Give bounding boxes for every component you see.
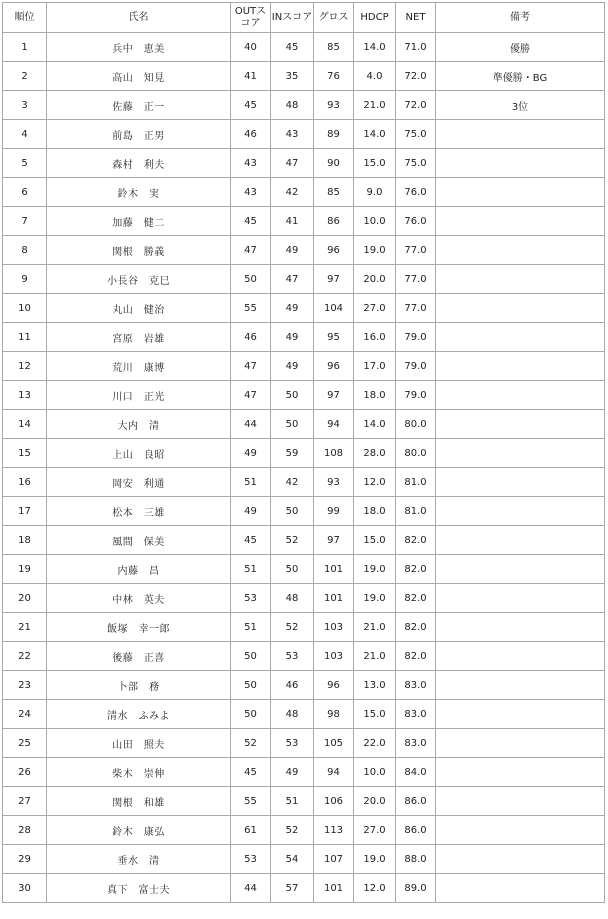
net-cell: 83.0 (396, 671, 436, 700)
table-row (3, 816, 605, 845)
out-score-cell: 49 (231, 497, 271, 526)
hdcp-cell: 21.0 (354, 613, 396, 642)
net-cell: 75.0 (396, 120, 436, 149)
table-row (3, 874, 605, 903)
rank-cell: 10 (3, 294, 47, 323)
name-cell: 山田 照夫 (47, 729, 231, 758)
hdcp-cell: 19.0 (354, 584, 396, 613)
in-score-cell: 47 (271, 149, 314, 178)
out-score-cell: 46 (231, 323, 271, 352)
in-score-cell: 49 (271, 294, 314, 323)
note-cell (436, 613, 605, 642)
note-cell (436, 294, 605, 323)
hdcp-cell: 9.0 (354, 178, 396, 207)
name-cell: 森村 利夫 (47, 149, 231, 178)
net-cell: 76.0 (396, 207, 436, 236)
out-score-cell: 52 (231, 729, 271, 758)
gross-cell: 85 (314, 178, 354, 207)
rank-cell: 5 (3, 149, 47, 178)
table-row (3, 62, 605, 91)
net-cell: 81.0 (396, 468, 436, 497)
table-header-row (3, 3, 605, 33)
hdcp-cell: 18.0 (354, 381, 396, 410)
name-cell: 柴木 崇伸 (47, 758, 231, 787)
net-cell: 76.0 (396, 178, 436, 207)
rank-cell: 12 (3, 352, 47, 381)
hdcp-cell: 13.0 (354, 671, 396, 700)
table-row (3, 468, 605, 497)
rank-cell: 29 (3, 845, 47, 874)
name-cell: 前島 正男 (47, 120, 231, 149)
net-cell: 82.0 (396, 613, 436, 642)
hdcp-cell: 21.0 (354, 642, 396, 671)
gross-cell: 76 (314, 62, 354, 91)
out-score-cell: 44 (231, 874, 271, 903)
rank-cell: 23 (3, 671, 47, 700)
table-body (3, 33, 605, 903)
note-cell (436, 120, 605, 149)
in-score-cell: 48 (271, 584, 314, 613)
name-cell: 飯塚 幸一郎 (47, 613, 231, 642)
rank-cell: 15 (3, 439, 47, 468)
hdcp-cell: 14.0 (354, 410, 396, 439)
in-score-cell: 49 (271, 236, 314, 265)
gross-cell: 97 (314, 265, 354, 294)
in-score-cell: 45 (271, 33, 314, 62)
net-cell: 89.0 (396, 874, 436, 903)
table-row (3, 439, 605, 468)
gross-cell: 93 (314, 91, 354, 120)
table-row (3, 352, 605, 381)
rank-cell: 14 (3, 410, 47, 439)
note-cell (436, 323, 605, 352)
table-row (3, 497, 605, 526)
net-cell: 83.0 (396, 700, 436, 729)
note-cell (436, 874, 605, 903)
hdcp-cell: 12.0 (354, 874, 396, 903)
table-row (3, 236, 605, 265)
out-score-cell: 50 (231, 265, 271, 294)
note-cell (436, 149, 605, 178)
name-cell: 風間 保美 (47, 526, 231, 555)
out-score-cell: 50 (231, 642, 271, 671)
name-cell: 松本 三雄 (47, 497, 231, 526)
name-cell: 荒川 康博 (47, 352, 231, 381)
in-score-cell: 46 (271, 671, 314, 700)
hdcp-cell: 14.0 (354, 33, 396, 62)
table-row (3, 845, 605, 874)
table-row (3, 149, 605, 178)
gross-cell: 108 (314, 439, 354, 468)
name-cell: 高山 知見 (47, 62, 231, 91)
out-score-cell: 47 (231, 352, 271, 381)
hdcp-cell: 21.0 (354, 91, 396, 120)
header-rank: 順位 (3, 3, 47, 33)
rank-cell: 13 (3, 381, 47, 410)
out-score-cell: 51 (231, 468, 271, 497)
note-cell (436, 642, 605, 671)
rank-cell: 19 (3, 555, 47, 584)
gross-cell: 105 (314, 729, 354, 758)
name-cell: 真下 富士夫 (47, 874, 231, 903)
table-row (3, 758, 605, 787)
in-score-cell: 53 (271, 729, 314, 758)
out-score-cell: 50 (231, 671, 271, 700)
out-score-cell: 53 (231, 845, 271, 874)
table-row (3, 265, 605, 294)
gross-cell: 103 (314, 613, 354, 642)
net-cell: 88.0 (396, 845, 436, 874)
gross-cell: 107 (314, 845, 354, 874)
hdcp-cell: 16.0 (354, 323, 396, 352)
note-cell (436, 526, 605, 555)
rank-cell: 9 (3, 265, 47, 294)
name-cell: 垂水 清 (47, 845, 231, 874)
note-cell (436, 236, 605, 265)
note-cell (436, 497, 605, 526)
hdcp-cell: 10.0 (354, 758, 396, 787)
in-score-cell: 41 (271, 207, 314, 236)
note-cell (436, 700, 605, 729)
name-cell: 大内 清 (47, 410, 231, 439)
results-table-container (2, 2, 605, 903)
out-score-cell: 43 (231, 149, 271, 178)
table-row (3, 33, 605, 62)
name-cell: 小長谷 克巳 (47, 265, 231, 294)
out-score-cell: 46 (231, 120, 271, 149)
gross-cell: 96 (314, 671, 354, 700)
name-cell: 内藤 昌 (47, 555, 231, 584)
name-cell: 卜部 務 (47, 671, 231, 700)
header-net: NET (396, 3, 436, 33)
out-score-cell: 40 (231, 33, 271, 62)
net-cell: 79.0 (396, 352, 436, 381)
hdcp-cell: 14.0 (354, 120, 396, 149)
note-cell (436, 439, 605, 468)
rank-cell: 30 (3, 874, 47, 903)
hdcp-cell: 19.0 (354, 845, 396, 874)
in-score-cell: 53 (271, 642, 314, 671)
hdcp-cell: 4.0 (354, 62, 396, 91)
gross-cell: 96 (314, 352, 354, 381)
hdcp-cell: 15.0 (354, 149, 396, 178)
table-row (3, 613, 605, 642)
table-row (3, 700, 605, 729)
gross-cell: 106 (314, 787, 354, 816)
note-cell (436, 729, 605, 758)
note-cell (436, 787, 605, 816)
out-score-cell: 55 (231, 787, 271, 816)
note-cell (436, 352, 605, 381)
gross-cell: 89 (314, 120, 354, 149)
net-cell: 81.0 (396, 497, 436, 526)
in-score-cell: 35 (271, 62, 314, 91)
note-cell: 3位 (436, 91, 605, 120)
rank-cell: 8 (3, 236, 47, 265)
net-cell: 72.0 (396, 62, 436, 91)
hdcp-cell: 10.0 (354, 207, 396, 236)
in-score-cell: 51 (271, 787, 314, 816)
header-gross: グロス (314, 3, 354, 33)
hdcp-cell: 20.0 (354, 787, 396, 816)
table-row (3, 178, 605, 207)
out-score-cell: 51 (231, 555, 271, 584)
in-score-cell: 43 (271, 120, 314, 149)
table-row (3, 584, 605, 613)
net-cell: 77.0 (396, 294, 436, 323)
out-score-cell: 45 (231, 526, 271, 555)
rank-cell: 11 (3, 323, 47, 352)
gross-cell: 104 (314, 294, 354, 323)
in-score-cell: 54 (271, 845, 314, 874)
rank-cell: 27 (3, 787, 47, 816)
gross-cell: 85 (314, 33, 354, 62)
gross-cell: 86 (314, 207, 354, 236)
in-score-cell: 57 (271, 874, 314, 903)
hdcp-cell: 22.0 (354, 729, 396, 758)
rank-cell: 6 (3, 178, 47, 207)
in-score-cell: 50 (271, 410, 314, 439)
in-score-cell: 48 (271, 700, 314, 729)
rank-cell: 16 (3, 468, 47, 497)
in-score-cell: 42 (271, 468, 314, 497)
gross-cell: 99 (314, 497, 354, 526)
gross-cell: 96 (314, 236, 354, 265)
name-cell: 関根 和雄 (47, 787, 231, 816)
in-score-cell: 49 (271, 323, 314, 352)
net-cell: 82.0 (396, 642, 436, 671)
rank-cell: 1 (3, 33, 47, 62)
gross-cell: 101 (314, 874, 354, 903)
net-cell: 77.0 (396, 265, 436, 294)
table-row (3, 729, 605, 758)
in-score-cell: 52 (271, 613, 314, 642)
in-score-cell: 52 (271, 816, 314, 845)
rank-cell: 7 (3, 207, 47, 236)
out-score-cell: 51 (231, 613, 271, 642)
note-cell (436, 468, 605, 497)
header-out-score: OUTスコア (231, 3, 271, 33)
rank-cell: 25 (3, 729, 47, 758)
hdcp-cell: 15.0 (354, 700, 396, 729)
out-score-cell: 43 (231, 178, 271, 207)
table-row (3, 526, 605, 555)
name-cell: 宮原 岩雄 (47, 323, 231, 352)
in-score-cell: 59 (271, 439, 314, 468)
rank-cell: 26 (3, 758, 47, 787)
table-row (3, 294, 605, 323)
in-score-cell: 48 (271, 91, 314, 120)
in-score-cell: 47 (271, 265, 314, 294)
gross-cell: 103 (314, 642, 354, 671)
in-score-cell: 49 (271, 352, 314, 381)
rank-cell: 20 (3, 584, 47, 613)
hdcp-cell: 19.0 (354, 236, 396, 265)
out-score-cell: 47 (231, 236, 271, 265)
gross-cell: 90 (314, 149, 354, 178)
name-cell: 丸山 健治 (47, 294, 231, 323)
net-cell: 86.0 (396, 816, 436, 845)
table-row (3, 323, 605, 352)
note-cell (436, 381, 605, 410)
rank-cell: 3 (3, 91, 47, 120)
header-hdcp: HDCP (354, 3, 396, 33)
name-cell: 岡安 利通 (47, 468, 231, 497)
hdcp-cell: 27.0 (354, 294, 396, 323)
note-cell (436, 758, 605, 787)
results-table (2, 2, 605, 903)
in-score-cell: 50 (271, 381, 314, 410)
name-cell: 関根 勝義 (47, 236, 231, 265)
hdcp-cell: 20.0 (354, 265, 396, 294)
hdcp-cell: 27.0 (354, 816, 396, 845)
note-cell: 準優勝・BG (436, 62, 605, 91)
name-cell: 加藤 健二 (47, 207, 231, 236)
in-score-cell: 49 (271, 758, 314, 787)
out-score-cell: 45 (231, 91, 271, 120)
out-score-cell: 55 (231, 294, 271, 323)
note-cell (436, 671, 605, 700)
gross-cell: 94 (314, 758, 354, 787)
out-score-cell: 47 (231, 381, 271, 410)
gross-cell: 95 (314, 323, 354, 352)
out-score-cell: 45 (231, 758, 271, 787)
net-cell: 80.0 (396, 410, 436, 439)
table-row (3, 787, 605, 816)
hdcp-cell: 19.0 (354, 555, 396, 584)
note-cell (436, 584, 605, 613)
rank-cell: 17 (3, 497, 47, 526)
hdcp-cell: 17.0 (354, 352, 396, 381)
note-cell (436, 265, 605, 294)
name-cell: 鈴木 康弘 (47, 816, 231, 845)
name-cell: 鈴木 実 (47, 178, 231, 207)
rank-cell: 21 (3, 613, 47, 642)
table-row (3, 642, 605, 671)
out-score-cell: 61 (231, 816, 271, 845)
gross-cell: 97 (314, 381, 354, 410)
table-row (3, 555, 605, 584)
name-cell: 後藤 正喜 (47, 642, 231, 671)
net-cell: 79.0 (396, 323, 436, 352)
net-cell: 86.0 (396, 787, 436, 816)
hdcp-cell: 15.0 (354, 526, 396, 555)
rank-cell: 4 (3, 120, 47, 149)
hdcp-cell: 12.0 (354, 468, 396, 497)
gross-cell: 93 (314, 468, 354, 497)
net-cell: 79.0 (396, 381, 436, 410)
table-row (3, 410, 605, 439)
rank-cell: 2 (3, 62, 47, 91)
out-score-cell: 53 (231, 584, 271, 613)
name-cell: 清水 ふみよ (47, 700, 231, 729)
hdcp-cell: 28.0 (354, 439, 396, 468)
table-row (3, 91, 605, 120)
gross-cell: 97 (314, 526, 354, 555)
net-cell: 82.0 (396, 555, 436, 584)
in-score-cell: 50 (271, 497, 314, 526)
note-cell (436, 207, 605, 236)
name-cell: 兵中 恵美 (47, 33, 231, 62)
in-score-cell: 42 (271, 178, 314, 207)
hdcp-cell: 18.0 (354, 497, 396, 526)
out-score-cell: 41 (231, 62, 271, 91)
net-cell: 82.0 (396, 584, 436, 613)
net-cell: 80.0 (396, 439, 436, 468)
name-cell: 中林 英夫 (47, 584, 231, 613)
rank-cell: 28 (3, 816, 47, 845)
header-name: 氏名 (47, 3, 231, 33)
header-in-score: INスコア (271, 3, 314, 33)
rank-cell: 18 (3, 526, 47, 555)
note-cell (436, 845, 605, 874)
out-score-cell: 45 (231, 207, 271, 236)
rank-cell: 22 (3, 642, 47, 671)
net-cell: 72.0 (396, 91, 436, 120)
name-cell: 佐藤 正一 (47, 91, 231, 120)
net-cell: 84.0 (396, 758, 436, 787)
out-score-cell: 50 (231, 700, 271, 729)
out-score-cell: 44 (231, 410, 271, 439)
note-cell: 優勝 (436, 33, 605, 62)
table-row (3, 671, 605, 700)
net-cell: 83.0 (396, 729, 436, 758)
gross-cell: 113 (314, 816, 354, 845)
name-cell: 川口 正光 (47, 381, 231, 410)
note-cell (436, 555, 605, 584)
net-cell: 77.0 (396, 236, 436, 265)
in-score-cell: 50 (271, 555, 314, 584)
rank-cell: 24 (3, 700, 47, 729)
gross-cell: 98 (314, 700, 354, 729)
out-score-cell: 49 (231, 439, 271, 468)
net-cell: 71.0 (396, 33, 436, 62)
gross-cell: 101 (314, 555, 354, 584)
note-cell (436, 178, 605, 207)
in-score-cell: 52 (271, 526, 314, 555)
gross-cell: 101 (314, 584, 354, 613)
table-row (3, 120, 605, 149)
name-cell: 上山 良昭 (47, 439, 231, 468)
net-cell: 82.0 (396, 526, 436, 555)
table-row (3, 381, 605, 410)
gross-cell: 94 (314, 410, 354, 439)
table-row (3, 207, 605, 236)
note-cell (436, 816, 605, 845)
note-cell (436, 410, 605, 439)
header-notes: 備考 (436, 3, 605, 33)
net-cell: 75.0 (396, 149, 436, 178)
